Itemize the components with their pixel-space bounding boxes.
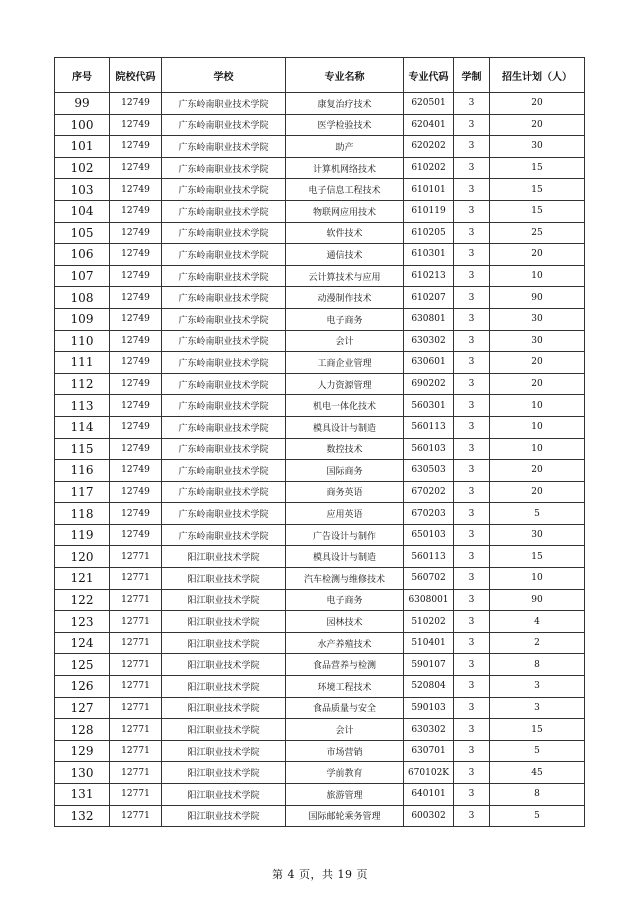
cell-enrollment-plan: 20	[490, 244, 585, 266]
cell-seq: 129	[55, 740, 110, 762]
table-header	[55, 58, 585, 93]
table-row	[55, 524, 585, 546]
cell-enrollment-plan: 25	[490, 222, 585, 244]
cell-school: 广东岭南职业技术学院	[162, 416, 286, 438]
cell-seq: 101	[55, 136, 110, 158]
cell-enrollment-plan: 15	[490, 719, 585, 741]
cell-duration: 3	[454, 784, 490, 806]
cell-seq: 125	[55, 654, 110, 676]
cell-major-code: 630601	[404, 352, 454, 374]
cell-school: 阳江职业技术学院	[162, 632, 286, 654]
cell-major-code: 670202	[404, 481, 454, 503]
cell-major-name: 助产	[286, 136, 404, 158]
cell-duration: 3	[454, 438, 490, 460]
cell-school: 阳江职业技术学院	[162, 784, 286, 806]
table-row	[55, 697, 585, 719]
cell-school: 阳江职业技术学院	[162, 589, 286, 611]
cell-enrollment-plan: 15	[490, 157, 585, 179]
cell-duration: 3	[454, 632, 490, 654]
table-row	[55, 546, 585, 568]
cell-school-code: 12749	[110, 287, 162, 309]
cell-enrollment-plan: 10	[490, 265, 585, 287]
cell-major-name: 应用英语	[286, 503, 404, 525]
cell-duration: 3	[454, 308, 490, 330]
table-row	[55, 308, 585, 330]
cell-school-code: 12749	[110, 157, 162, 179]
cell-school-code: 12771	[110, 546, 162, 568]
cell-major-name: 旅游管理	[286, 784, 404, 806]
cell-enrollment-plan: 30	[490, 136, 585, 158]
table-row	[55, 352, 585, 374]
cell-major-name: 人力资源管理	[286, 373, 404, 395]
cell-major-code: 630302	[404, 719, 454, 741]
cell-school: 阳江职业技术学院	[162, 546, 286, 568]
cell-school: 广东岭南职业技术学院	[162, 330, 286, 352]
table-row	[55, 416, 585, 438]
cell-major-code: 610119	[404, 200, 454, 222]
table-row	[55, 265, 585, 287]
cell-major-name: 水产养殖技术	[286, 632, 404, 654]
cell-major-code: 630701	[404, 740, 454, 762]
cell-seq: 103	[55, 179, 110, 201]
cell-school: 阳江职业技术学院	[162, 697, 286, 719]
cell-school-code: 12771	[110, 568, 162, 590]
header-major-name: 专业名称	[286, 58, 404, 93]
cell-school-code: 12771	[110, 762, 162, 784]
cell-school-code: 12749	[110, 373, 162, 395]
cell-enrollment-plan: 8	[490, 784, 585, 806]
cell-seq: 102	[55, 157, 110, 179]
table-row	[55, 762, 585, 784]
cell-seq: 127	[55, 697, 110, 719]
cell-seq: 119	[55, 524, 110, 546]
table-row	[55, 179, 585, 201]
cell-seq: 117	[55, 481, 110, 503]
table-row	[55, 244, 585, 266]
cell-school-code: 12771	[110, 805, 162, 827]
cell-seq: 121	[55, 568, 110, 590]
cell-enrollment-plan: 4	[490, 611, 585, 633]
cell-seq: 124	[55, 632, 110, 654]
cell-major-code: 560113	[404, 546, 454, 568]
cell-school-code: 12749	[110, 330, 162, 352]
enrollment-table	[54, 57, 585, 827]
header-enrollment-plan: 招生计划（人）	[490, 58, 585, 93]
cell-major-name: 市场营销	[286, 740, 404, 762]
cell-seq: 112	[55, 373, 110, 395]
cell-school-code: 12749	[110, 265, 162, 287]
table-row	[55, 438, 585, 460]
table-row	[55, 654, 585, 676]
cell-major-name: 电子商务	[286, 308, 404, 330]
cell-seq: 107	[55, 265, 110, 287]
header-seq: 序号	[55, 58, 110, 93]
cell-school: 阳江职业技术学院	[162, 719, 286, 741]
cell-enrollment-plan: 10	[490, 568, 585, 590]
cell-major-code: 560103	[404, 438, 454, 460]
cell-school-code: 12771	[110, 632, 162, 654]
cell-seq: 100	[55, 114, 110, 136]
cell-school-code: 12771	[110, 719, 162, 741]
cell-duration: 3	[454, 719, 490, 741]
cell-major-code: 590107	[404, 654, 454, 676]
cell-major-name: 园林技术	[286, 611, 404, 633]
table-row	[55, 460, 585, 482]
cell-enrollment-plan: 20	[490, 373, 585, 395]
cell-duration: 3	[454, 481, 490, 503]
cell-school-code: 12749	[110, 438, 162, 460]
cell-seq: 120	[55, 546, 110, 568]
cell-duration: 3	[454, 697, 490, 719]
cell-seq: 106	[55, 244, 110, 266]
cell-major-code: 6308001	[404, 589, 454, 611]
table-row	[55, 481, 585, 503]
cell-enrollment-plan: 5	[490, 740, 585, 762]
cell-major-code: 510401	[404, 632, 454, 654]
cell-school-code: 12749	[110, 114, 162, 136]
cell-enrollment-plan: 20	[490, 460, 585, 482]
cell-school: 阳江职业技术学院	[162, 611, 286, 633]
cell-seq: 108	[55, 287, 110, 309]
cell-seq: 130	[55, 762, 110, 784]
cell-seq: 115	[55, 438, 110, 460]
cell-duration: 3	[454, 805, 490, 827]
cell-duration: 3	[454, 546, 490, 568]
table-row	[55, 611, 585, 633]
cell-duration: 3	[454, 676, 490, 698]
table-row	[55, 740, 585, 762]
cell-major-name: 环境工程技术	[286, 676, 404, 698]
cell-major-name: 模具设计与制造	[286, 416, 404, 438]
cell-major-code: 610301	[404, 244, 454, 266]
cell-major-code: 670102K	[404, 762, 454, 784]
cell-school: 广东岭南职业技术学院	[162, 265, 286, 287]
page-footer: 第 4 页，共 19 页	[272, 868, 368, 881]
cell-major-name: 计算机网络技术	[286, 157, 404, 179]
cell-major-name: 食品质量与安全	[286, 697, 404, 719]
cell-duration: 3	[454, 373, 490, 395]
cell-major-code: 630302	[404, 330, 454, 352]
cell-major-code: 690202	[404, 373, 454, 395]
cell-seq: 132	[55, 805, 110, 827]
cell-school: 广东岭南职业技术学院	[162, 503, 286, 525]
cell-major-name: 数控技术	[286, 438, 404, 460]
cell-enrollment-plan: 30	[490, 524, 585, 546]
cell-duration: 3	[454, 244, 490, 266]
cell-school-code: 12749	[110, 416, 162, 438]
cell-major-code: 560113	[404, 416, 454, 438]
cell-seq: 111	[55, 352, 110, 374]
table-row	[55, 222, 585, 244]
cell-school: 阳江职业技术学院	[162, 805, 286, 827]
cell-school: 广东岭南职业技术学院	[162, 524, 286, 546]
cell-major-name: 广告设计与制作	[286, 524, 404, 546]
table-row	[55, 676, 585, 698]
cell-major-name: 国际邮轮乘务管理	[286, 805, 404, 827]
cell-major-name: 国际商务	[286, 460, 404, 482]
cell-seq: 113	[55, 395, 110, 417]
cell-major-name: 电子信息工程技术	[286, 179, 404, 201]
cell-school: 广东岭南职业技术学院	[162, 157, 286, 179]
cell-school-code: 12749	[110, 179, 162, 201]
cell-school: 广东岭南职业技术学院	[162, 114, 286, 136]
table-row	[55, 93, 585, 115]
cell-enrollment-plan: 90	[490, 589, 585, 611]
cell-school: 阳江职业技术学院	[162, 762, 286, 784]
cell-enrollment-plan: 15	[490, 546, 585, 568]
cell-duration: 3	[454, 460, 490, 482]
cell-school: 广东岭南职业技术学院	[162, 179, 286, 201]
cell-school-code: 12771	[110, 611, 162, 633]
cell-seq: 110	[55, 330, 110, 352]
cell-school: 广东岭南职业技术学院	[162, 481, 286, 503]
cell-duration: 3	[454, 352, 490, 374]
cell-major-code: 640101	[404, 784, 454, 806]
cell-school-code: 12771	[110, 740, 162, 762]
cell-school: 广东岭南职业技术学院	[162, 438, 286, 460]
cell-school: 广东岭南职业技术学院	[162, 373, 286, 395]
table-row	[55, 503, 585, 525]
cell-enrollment-plan: 30	[490, 330, 585, 352]
cell-major-code: 630503	[404, 460, 454, 482]
cell-enrollment-plan: 30	[490, 308, 585, 330]
cell-duration: 3	[454, 740, 490, 762]
table-row	[55, 632, 585, 654]
cell-school-code: 12749	[110, 222, 162, 244]
table-row	[55, 373, 585, 395]
cell-major-code: 610205	[404, 222, 454, 244]
cell-duration: 3	[454, 330, 490, 352]
cell-duration: 3	[454, 265, 490, 287]
cell-enrollment-plan: 15	[490, 179, 585, 201]
cell-seq: 123	[55, 611, 110, 633]
cell-major-name: 会计	[286, 330, 404, 352]
table-row	[55, 157, 585, 179]
cell-seq: 118	[55, 503, 110, 525]
cell-seq: 99	[55, 93, 110, 115]
cell-seq: 109	[55, 308, 110, 330]
cell-major-code: 560301	[404, 395, 454, 417]
cell-seq: 104	[55, 200, 110, 222]
cell-school: 阳江职业技术学院	[162, 740, 286, 762]
cell-major-name: 食品营养与检测	[286, 654, 404, 676]
cell-enrollment-plan: 5	[490, 503, 585, 525]
cell-duration: 3	[454, 654, 490, 676]
header-row	[55, 58, 585, 93]
table-row	[55, 568, 585, 590]
cell-major-name: 康复治疗技术	[286, 93, 404, 115]
table-row	[55, 784, 585, 806]
table-row	[55, 330, 585, 352]
cell-major-code: 650103	[404, 524, 454, 546]
header-school-code: 院校代码	[110, 58, 162, 93]
cell-enrollment-plan: 45	[490, 762, 585, 784]
cell-school-code: 12749	[110, 136, 162, 158]
cell-enrollment-plan: 10	[490, 416, 585, 438]
cell-seq: 122	[55, 589, 110, 611]
cell-seq: 126	[55, 676, 110, 698]
cell-major-name: 电子商务	[286, 589, 404, 611]
cell-duration: 3	[454, 93, 490, 115]
cell-major-name: 工商企业管理	[286, 352, 404, 374]
header-duration: 学制	[454, 58, 490, 93]
cell-enrollment-plan: 20	[490, 93, 585, 115]
cell-school: 广东岭南职业技术学院	[162, 136, 286, 158]
cell-duration: 3	[454, 395, 490, 417]
cell-major-name: 通信技术	[286, 244, 404, 266]
cell-school-code: 12749	[110, 395, 162, 417]
cell-major-name: 物联网应用技术	[286, 200, 404, 222]
cell-major-name: 云计算技术与应用	[286, 265, 404, 287]
header-major-code: 专业代码	[404, 58, 454, 93]
cell-enrollment-plan: 2	[490, 632, 585, 654]
cell-major-name: 学前教育	[286, 762, 404, 784]
cell-school: 广东岭南职业技术学院	[162, 460, 286, 482]
cell-enrollment-plan: 10	[490, 438, 585, 460]
cell-school: 阳江职业技术学院	[162, 654, 286, 676]
cell-school-code: 12749	[110, 460, 162, 482]
cell-seq: 114	[55, 416, 110, 438]
cell-school-code: 12771	[110, 676, 162, 698]
cell-seq: 116	[55, 460, 110, 482]
cell-school-code: 12749	[110, 244, 162, 266]
cell-major-code: 630801	[404, 308, 454, 330]
cell-major-name: 模具设计与制造	[286, 546, 404, 568]
cell-school: 阳江职业技术学院	[162, 568, 286, 590]
cell-enrollment-plan: 10	[490, 395, 585, 417]
cell-enrollment-plan: 90	[490, 287, 585, 309]
cell-major-name: 商务英语	[286, 481, 404, 503]
cell-enrollment-plan: 15	[490, 200, 585, 222]
cell-major-code: 620202	[404, 136, 454, 158]
cell-seq: 131	[55, 784, 110, 806]
table-row	[55, 589, 585, 611]
cell-enrollment-plan: 20	[490, 114, 585, 136]
cell-duration: 3	[454, 222, 490, 244]
cell-duration: 3	[454, 524, 490, 546]
cell-major-name: 医学检验技术	[286, 114, 404, 136]
cell-enrollment-plan: 8	[490, 654, 585, 676]
cell-major-code: 670203	[404, 503, 454, 525]
cell-school: 广东岭南职业技术学院	[162, 287, 286, 309]
cell-duration: 3	[454, 416, 490, 438]
cell-major-name: 软件技术	[286, 222, 404, 244]
cell-major-code: 610213	[404, 265, 454, 287]
cell-school-code: 12749	[110, 524, 162, 546]
cell-major-name: 会计	[286, 719, 404, 741]
cell-enrollment-plan: 3	[490, 697, 585, 719]
table-row	[55, 395, 585, 417]
cell-duration: 3	[454, 157, 490, 179]
cell-major-name: 机电一体化技术	[286, 395, 404, 417]
cell-major-code: 520804	[404, 676, 454, 698]
cell-school-code: 12749	[110, 481, 162, 503]
cell-major-code: 620501	[404, 93, 454, 115]
cell-major-code: 620401	[404, 114, 454, 136]
table-row	[55, 200, 585, 222]
header-school: 学校	[162, 58, 286, 93]
cell-major-code: 610202	[404, 157, 454, 179]
cell-major-name: 动漫制作技术	[286, 287, 404, 309]
cell-school-code: 12771	[110, 654, 162, 676]
table-body	[55, 93, 585, 827]
cell-enrollment-plan: 3	[490, 676, 585, 698]
cell-major-code: 510202	[404, 611, 454, 633]
cell-school: 广东岭南职业技术学院	[162, 244, 286, 266]
cell-school-code: 12771	[110, 697, 162, 719]
cell-major-code: 610207	[404, 287, 454, 309]
cell-school: 广东岭南职业技术学院	[162, 308, 286, 330]
cell-duration: 3	[454, 200, 490, 222]
cell-major-name: 汽车检测与维修技术	[286, 568, 404, 590]
cell-major-code: 560702	[404, 568, 454, 590]
cell-seq: 128	[55, 719, 110, 741]
cell-enrollment-plan: 20	[490, 352, 585, 374]
cell-school-code: 12771	[110, 784, 162, 806]
cell-school-code: 12749	[110, 200, 162, 222]
cell-seq: 105	[55, 222, 110, 244]
cell-school-code: 12771	[110, 589, 162, 611]
cell-school-code: 12749	[110, 308, 162, 330]
cell-duration: 3	[454, 762, 490, 784]
cell-school: 广东岭南职业技术学院	[162, 222, 286, 244]
table-row	[55, 805, 585, 827]
cell-major-code: 600302	[404, 805, 454, 827]
table-row	[55, 719, 585, 741]
cell-school-code: 12749	[110, 352, 162, 374]
cell-duration: 3	[454, 136, 490, 158]
cell-school-code: 12749	[110, 93, 162, 115]
cell-duration: 3	[454, 287, 490, 309]
table-row	[55, 287, 585, 309]
cell-major-code: 590103	[404, 697, 454, 719]
cell-major-code: 610101	[404, 179, 454, 201]
cell-duration: 3	[454, 611, 490, 633]
cell-school-code: 12749	[110, 503, 162, 525]
cell-duration: 3	[454, 503, 490, 525]
cell-school: 广东岭南职业技术学院	[162, 352, 286, 374]
table-row	[55, 114, 585, 136]
cell-school: 广东岭南职业技术学院	[162, 200, 286, 222]
cell-duration: 3	[454, 114, 490, 136]
cell-duration: 3	[454, 568, 490, 590]
table-row	[55, 136, 585, 158]
cell-enrollment-plan: 5	[490, 805, 585, 827]
cell-duration: 3	[454, 589, 490, 611]
cell-duration: 3	[454, 179, 490, 201]
cell-enrollment-plan: 20	[490, 481, 585, 503]
cell-school: 广东岭南职业技术学院	[162, 395, 286, 417]
cell-school: 广东岭南职业技术学院	[162, 93, 286, 115]
cell-school: 阳江职业技术学院	[162, 676, 286, 698]
